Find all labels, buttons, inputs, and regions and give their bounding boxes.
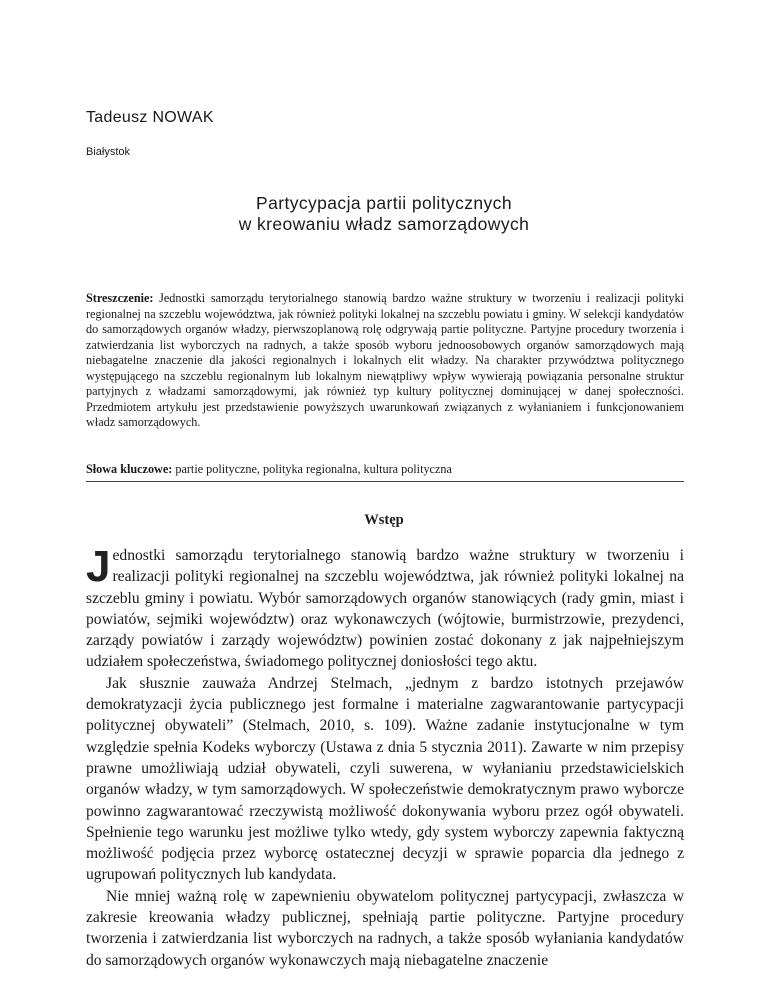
keywords (86, 462, 684, 477)
keywords-text: partie polityczne, polityka regionalna, kultura polityczna (172, 462, 452, 476)
abstract-text: Jednostki samorządu terytorialnego stanowią bardzo ważne struktury w tworzeniu i realizacji polityki regionalnej na szczeblu województwa, jak również polityki lokalnej na szczeblu powiatu i gminy. W selekcji kandydatów do samorządowych organów władzy, pierwszoplanową rolę odgrywają partie polityczne. Partyjne procedury tworzenia i zatwierdzania list wyborczych na radnych, a także sposób wyboru jednoosobowych organów samorządowych mają niebagatelne znaczenie dla jakości regionalnych i lokalnych elit władzy. Na charakter przywództwa politycznego występującego na szczeblu regionalnym lub lokalnym niewątpliwy wpływ wywierają powiązania personalne struktur partyjnych z władzami samorządowymi, jak również typ kultury politycznej dominującej w danej społeczności. Przedmiotem artykułu jest przedstawienie powyższych uwarunkowań związanych z wyłanianiem i funkcjonowaniem władz samorządowych. (86, 291, 684, 429)
body-text (86, 542, 684, 971)
paragraph-1-text: ednostki samorządu terytorialnego stanowią bardzo ważne struktury w tworzeniu i realizacji polityki regionalnej na szczeblu województwa, jak również polityki lokalnej na szczeblu gminy i powiatu. Wybór samorządowych organów stanowiących (rady gmin, miast i powiatów, sejmiki województw) oraz wykonawczych (wójtowie, burmistrzowie, prezydenci, zarządy powiatów i zarządy województw) powinien zostać dokonany z jak najpełniejszym udziałem społeczeństwa, świadomego politycznej doniosłości tego aktu. (86, 547, 684, 671)
article-title (0, 193, 768, 235)
paragraph-3: Nie mniej ważną rolę w zapewnieniu obywatelom politycznej partycypacji, zwłaszcza w zakresie kreowania władzy publicznej, spełniają partie polityczne. Partyjne procedury tworzenia i zatwierdzania list wyborczych na radnych, a także sposób wyłaniania kandydatów do samorządowych organów wykonawczych mają niebagatelne znaczenie (86, 887, 684, 969)
abstract (86, 291, 684, 431)
article-title-line-1: Partycypacja partii politycznych (256, 193, 512, 213)
horizontal-rule (86, 481, 684, 482)
article-title-line-2: w kreowaniu władz samorządowych (238, 214, 530, 234)
author-affiliation: Białystok (86, 146, 131, 158)
abstract-label: Streszczenie: (86, 291, 154, 305)
paragraph-1 (86, 542, 684, 673)
keywords-label: Słowa kluczowe: (86, 462, 173, 476)
section-heading: Wstęp (364, 512, 404, 528)
drop-cap: J (86, 542, 111, 591)
paragraph-2: Jak słusznie zauważa Andrzej Stelmach, „jednym z bardzo istotnych przejawów demokratyzacji życia publicznego jest formalne i materialne zagwarantowanie partycypacji politycznej obywateli” (Stelmach, 2010, s. 109). Ważne zadanie instytucjonalne w tym względzie spełnia Kodeks wyborczy (Ustawa z dnia 5 stycznia 2011). Zawarte w nim przepisy prawne umożliwiają udział obywateli, czyli suwerena, w wyłanianiu przedstawicielskich organów władzy, w tym samorządowych. W społeczeństwie demokratycznym prawo wyborcze powinno zagwarantować rzeczywistą możliwość dokonywania wyboru przez ogół obywateli. Spełnienie tego warunku jest możliwe tylko wtedy, gdy system wyborczy zapewnia faktyczną możliwość podjęcia przez wyborcę ostatecznej decyzji w sprawie poparcia dla jednego z ugrupowań politycznych lub kandydata. (86, 674, 684, 884)
author-name: Tadeusz NOWAK (86, 109, 214, 126)
